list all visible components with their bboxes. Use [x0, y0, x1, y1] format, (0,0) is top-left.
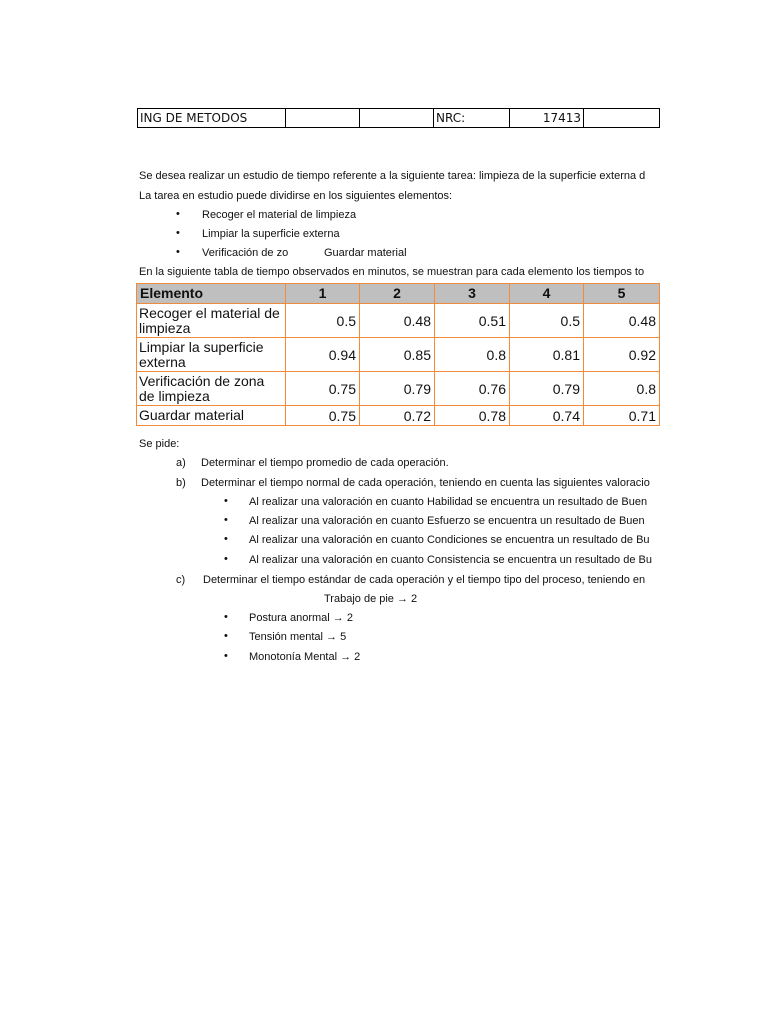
intro-line-3: En la siguiente tabla de tiempo observados en minutos, se muestran para cada elemento los tiempos to [139, 266, 645, 278]
row-value: 0.8 [435, 338, 510, 372]
table-row [137, 406, 660, 426]
supplement-item: Tensión mental → 5 [249, 631, 347, 643]
row-value: 0.85 [360, 338, 435, 372]
question-b-text: Determinar el tiempo normal de cada operación, teniendo en cuenta las siguientes valoracio [201, 477, 650, 489]
row-value: 0.74 [510, 406, 584, 426]
header-elemento: Elemento [137, 284, 286, 304]
observed-times-table [136, 283, 660, 426]
row-value: 0.5 [510, 304, 584, 338]
questions-title: Se pide: [139, 438, 180, 450]
header-obs-5: 5 [584, 284, 660, 304]
row-value: 0.72 [360, 406, 435, 426]
row-name: Verificación de zona de limpieza [137, 372, 286, 406]
row-value: 0.92 [584, 338, 660, 372]
table-row [137, 304, 660, 338]
header-obs-4: 4 [510, 284, 584, 304]
row-value: 0.79 [510, 372, 584, 406]
row-value: 0.94 [286, 338, 360, 372]
element-bullet-4: Guardar material [324, 247, 407, 259]
course-header-table [137, 108, 660, 128]
question-a-text: Determinar el tiempo promedio de cada operación. [201, 457, 449, 469]
valuation-item: Al realizar una valoración en cuanto Consistencia se encuentra un resultado de Bu [249, 554, 652, 566]
row-value: 0.51 [435, 304, 510, 338]
header-obs-3: 3 [435, 284, 510, 304]
valuation-item: Al realizar una valoración en cuanto Condiciones se encuentra un resultado de Bu [249, 534, 650, 546]
row-value: 0.48 [360, 304, 435, 338]
table-row [137, 338, 660, 372]
header-obs-2: 2 [360, 284, 435, 304]
supplement-item: Postura anormal → 2 [249, 612, 353, 624]
row-value: 0.81 [510, 338, 584, 372]
empty-cell [360, 109, 434, 128]
empty-cell [584, 109, 660, 128]
question-b-label: b) [176, 477, 186, 489]
course-name: ING DE METODOS [138, 109, 286, 128]
table-header-row [137, 284, 660, 304]
nrc-label: NRC: [434, 109, 510, 128]
question-a-label: a) [176, 457, 186, 469]
empty-cell [286, 109, 360, 128]
row-value: 0.48 [584, 304, 660, 338]
bullet-icon: • [224, 495, 228, 507]
element-bullet-3: Verificación de zo [202, 247, 289, 259]
row-value: 0.76 [435, 372, 510, 406]
supplement-standing: Trabajo de pie → 2 [324, 593, 418, 605]
row-value: 0.79 [360, 372, 435, 406]
valuation-item: Al realizar una valoración en cuanto Esfuerzo se encuentra un resultado de Buen [249, 515, 645, 527]
table-row [137, 372, 660, 406]
row-value: 0.75 [286, 372, 360, 406]
bullet-icon: • [176, 246, 180, 258]
question-c-label: c) [176, 574, 186, 586]
row-name: Recoger el material de limpieza [137, 304, 286, 338]
intro-line-1: Se desea realizar un estudio de tiempo referente a la siguiente tarea: limpieza de la superficie externa d [139, 170, 646, 182]
bullet-icon: • [224, 650, 228, 662]
row-value: 0.78 [435, 406, 510, 426]
row-value: 0.75 [286, 406, 360, 426]
bullet-icon: • [176, 208, 180, 220]
row-value: 0.8 [584, 372, 660, 406]
row-name: Guardar material [137, 406, 286, 426]
supplement-item: Monotonía Mental → 2 [249, 651, 361, 663]
bullet-icon: • [224, 611, 228, 623]
header-obs-1: 1 [286, 284, 360, 304]
valuation-item: Al realizar una valoración en cuanto Habilidad se encuentra un resultado de Buen [249, 496, 648, 508]
bullet-icon: • [224, 514, 228, 526]
question-c-text: Determinar el tiempo estándar de cada operación y el tiempo tipo del proceso, teniendo en [203, 574, 646, 586]
element-bullet-2: Limpiar la superficie externa [202, 228, 340, 240]
row-name: Limpiar la superficie externa [137, 338, 286, 372]
element-bullet-1: Recoger el material de limpieza [202, 209, 357, 221]
bullet-icon: • [224, 533, 228, 545]
bullet-icon: • [224, 630, 228, 642]
nrc-value: 17413 [510, 109, 584, 128]
bullet-icon: • [224, 553, 228, 565]
intro-line-2: La tarea en estudio puede dividirse en los siguientes elementos: [139, 190, 453, 202]
row-value: 0.5 [286, 304, 360, 338]
row-value: 0.71 [584, 406, 660, 426]
bullet-icon: • [176, 227, 180, 239]
